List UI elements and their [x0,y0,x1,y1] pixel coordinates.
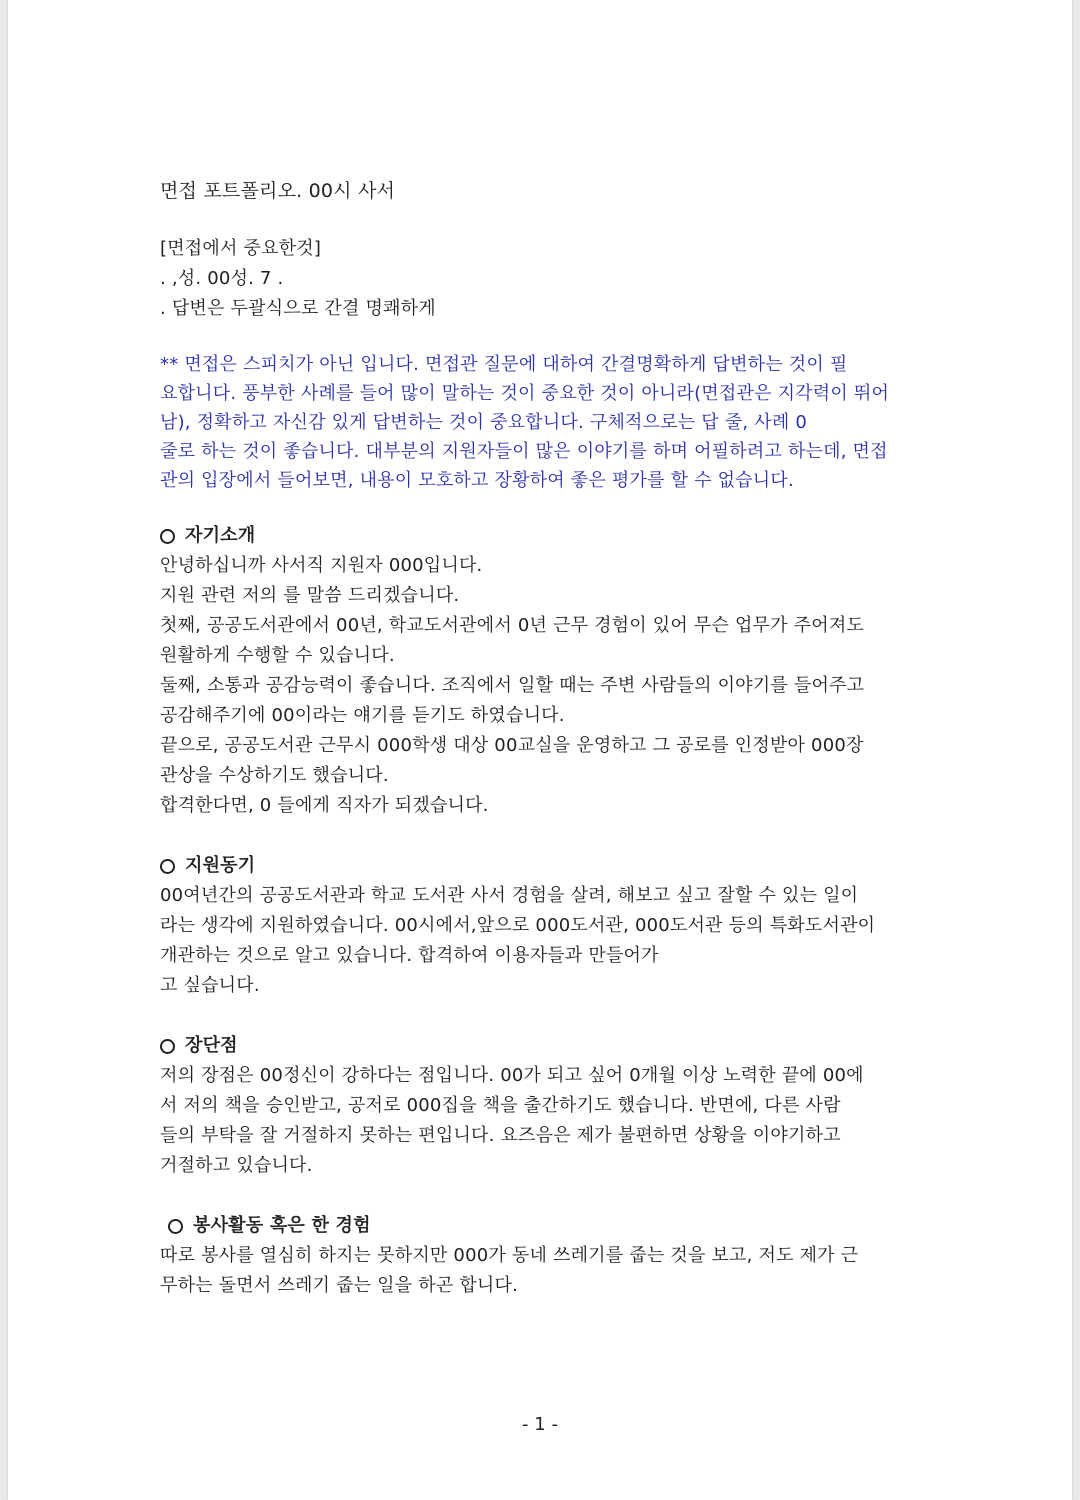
circle-bullet-icon [160,1039,175,1054]
section-motivation [160,851,930,1001]
section-line: 무하는 돌면서 쓰레기 줍는 일을 하곤 합니다. [160,1275,519,1296]
section-line: 따로 봉사를 열심히 하지는 못하지만 000가 동네 쓰레기를 줍는 것을 보고, 저도 제가 근 [160,1245,859,1266]
section-heading-text: 장단점 [185,1035,238,1056]
note-line: 줄로 하는 것이 좋습니다. 대부분의 지원자들이 많은 이야기를 하며 어필하려고 하는데, 면접 [160,441,888,462]
section-line: 라는 생각에 지원하였습니다. 00시에서,앞으로 000도서관, 000도서관 등의 특화도서관이 [160,915,876,936]
document-content [160,176,930,1331]
note-line: 관의 입장에서 들어보면, 내용이 모호하고 장황하여 좋은 평가를 할 수 없습니다. [160,470,794,491]
section-line: 원활하게 수행할 수 있습니다. [160,645,395,666]
note-line: 요합니다. 풍부한 사례를 들어 많이 말하는 것이 중요한 것이 아니라(면접관은 지각력이 뛰어 [160,383,890,404]
document-title: 면접 포트폴리오. 00시 사서 [160,180,396,202]
section-self-introduction [160,521,930,821]
section-line: 안녕하십니까 사서직 지원자 000입니다. [160,555,483,576]
section-heading-text: 지원동기 [185,855,256,876]
section-heading [160,1031,930,1061]
section-line: 저의 장점은 00정신이 강하다는 점입니다. 00가 되고 싶어 0개월 이상 노력한 끝에 00에 [160,1065,864,1086]
circle-bullet-icon [168,1219,183,1234]
section-line: 공감해주기에 00이라는 얘기를 듣기도 하였습니다. [160,705,565,726]
section-heading [160,521,930,551]
section-heading [160,1211,930,1241]
circle-bullet-icon [160,859,175,874]
document-page [8,0,1072,1500]
section-volunteer [160,1211,930,1301]
section-line: 들의 부탁을 잘 거절하지 못하는 편입니다. 요즈음은 제가 불편하면 상황을 이야기하고 [160,1125,841,1146]
section-line: 첫째, 공공도서관에서 00년, 학교도서관에서 0년 근무 경험이 있어 무슨 업무가 주어져도 [160,615,865,636]
interview-note [160,350,930,495]
note-line: 남), 정확하고 자신감 있게 답변하는 것이 중요합니다. 구체적으로는 답 줄, 사례 0 [160,412,808,433]
section-strengths-weaknesses [160,1031,930,1181]
circle-bullet-icon [160,529,175,544]
section-heading-text: 봉사활동 혹은 한 경험 [193,1215,371,1236]
important-line-1: . ,성. 00성. 7 . [160,268,284,289]
section-line: 합격한다면, 0 들에게 직자가 되겠습니다. [160,795,489,816]
section-line: 개관하는 것으로 알고 있습니다. 합격하여 이용자들과 만들어가 [160,945,659,966]
section-heading [160,851,930,881]
important-heading: [면접에서 중요한것] [160,238,322,259]
section-line: 거절하고 있습니다. [160,1155,313,1176]
section-line: 관상을 수상하기도 했습니다. [160,765,389,786]
section-line: 둘째, 소통과 공감능력이 좋습니다. 조직에서 일할 때는 주변 사람들의 이야기를 들어주고 [160,675,865,696]
section-heading-text: 자기소개 [185,525,256,546]
section-line: 지원 관련 저의 를 말씀 드리겠습니다. [160,585,460,606]
section-line: 고 싶습니다. [160,975,260,996]
section-line: 끝으로, 공공도서관 근무시 000학생 대상 00교실을 운영하고 그 공로를 인정받아 000장 [160,735,864,756]
note-line: ** 면접은 스피치가 아닌 입니다. 면접관 질문에 대하여 간결명확하게 답변하는 것이 필 [160,354,848,375]
important-block [160,234,930,324]
page-number: - 1 - [522,1414,558,1435]
section-line: 00여년간의 공공도서관과 학교 도서관 사서 경험을 살려, 해보고 싶고 잘할 수 있는 일이 [160,885,859,906]
important-line-2: . 답변은 두괄식으로 간결 명쾌하게 [160,298,436,319]
section-line: 서 저의 책을 승인받고, 공저로 000집을 책을 출간하기도 했습니다. 반면에, 다른 사람 [160,1095,841,1116]
